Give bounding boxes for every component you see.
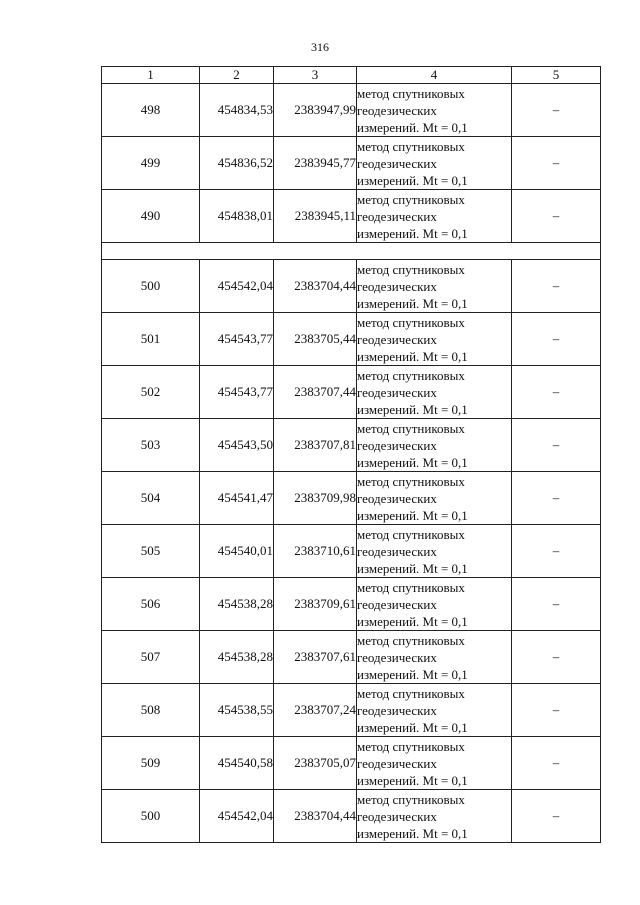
method-line: геодезических <box>357 102 437 118</box>
separator-cell <box>102 243 601 260</box>
method-line: измерений. Mt = 0,1 <box>357 225 468 241</box>
method-line: измерений. Mt = 0,1 <box>357 401 468 417</box>
column-header-5: 5 <box>512 67 601 84</box>
method-line: измерений. Mt = 0,1 <box>357 772 468 788</box>
method-line: геодезических <box>357 596 437 612</box>
y-coordinate-cell: 2383707,81 <box>274 419 357 472</box>
y-coordinate-cell: 2383707,61 <box>274 631 357 684</box>
method-line: метод спутниковых <box>357 738 465 754</box>
x-coordinate-cell: 454538,28 <box>200 578 274 631</box>
method-line: метод спутниковых <box>357 191 465 207</box>
point-number-cell: 507 <box>102 631 200 684</box>
method-line: геодезических <box>357 155 437 171</box>
method-line: измерений. Mt = 0,1 <box>357 119 468 135</box>
table-row <box>102 472 601 525</box>
method-line: геодезических <box>357 649 437 665</box>
error-description-cell: – <box>512 260 601 313</box>
y-coordinate-cell: 2383710,61 <box>274 525 357 578</box>
point-number-cell: 500 <box>102 790 200 843</box>
y-coordinate-cell: 2383709,98 <box>274 472 357 525</box>
method-cell <box>357 366 512 419</box>
error-description-cell: – <box>512 313 601 366</box>
table-row <box>102 137 601 190</box>
table-body <box>102 67 601 843</box>
table-row <box>102 260 601 313</box>
error-description-cell: – <box>512 190 601 243</box>
table-row <box>102 190 601 243</box>
x-coordinate-cell: 454836,52 <box>200 137 274 190</box>
x-coordinate-cell: 454538,55 <box>200 684 274 737</box>
method-line: метод спутниковых <box>357 367 465 383</box>
y-coordinate-cell: 2383945,11 <box>274 190 357 243</box>
y-coordinate-cell: 2383705,07 <box>274 737 357 790</box>
x-coordinate-cell: 454543,50 <box>200 419 274 472</box>
method-line: метод спутниковых <box>357 791 465 807</box>
point-number-cell: 505 <box>102 525 200 578</box>
y-coordinate-cell: 2383707,44 <box>274 366 357 419</box>
method-line: метод спутниковых <box>357 632 465 648</box>
point-number-cell: 498 <box>102 84 200 137</box>
method-cell <box>357 472 512 525</box>
method-line: измерений. Mt = 0,1 <box>357 295 468 311</box>
error-description-cell: – <box>512 84 601 137</box>
method-cell <box>357 737 512 790</box>
table-row <box>102 366 601 419</box>
method-cell <box>357 260 512 313</box>
table-row <box>102 84 601 137</box>
column-header-4: 4 <box>357 67 512 84</box>
method-cell <box>357 525 512 578</box>
x-coordinate-cell: 454543,77 <box>200 366 274 419</box>
method-cell <box>357 84 512 137</box>
error-description-cell: – <box>512 419 601 472</box>
table-row <box>102 684 601 737</box>
point-number-cell: 501 <box>102 313 200 366</box>
group-separator-row <box>102 243 601 260</box>
coordinates-table <box>101 66 601 843</box>
point-number-cell: 500 <box>102 260 200 313</box>
x-coordinate-cell: 454543,77 <box>200 313 274 366</box>
method-cell <box>357 578 512 631</box>
method-line: метод спутниковых <box>357 85 465 101</box>
method-line: измерений. Mt = 0,1 <box>357 172 468 188</box>
method-line: метод спутниковых <box>357 473 465 489</box>
error-description-cell: – <box>512 137 601 190</box>
method-cell <box>357 137 512 190</box>
method-line: геодезических <box>357 208 437 224</box>
column-header-2: 2 <box>200 67 274 84</box>
x-coordinate-cell: 454838,01 <box>200 190 274 243</box>
table-row <box>102 313 601 366</box>
method-line: измерений. Mt = 0,1 <box>357 348 468 364</box>
method-line: геодезических <box>357 755 437 771</box>
point-number-cell: 502 <box>102 366 200 419</box>
error-description-cell: – <box>512 790 601 843</box>
y-coordinate-cell: 2383707,24 <box>274 684 357 737</box>
method-line: геодезических <box>357 808 437 824</box>
point-number-cell: 506 <box>102 578 200 631</box>
error-description-cell: – <box>512 684 601 737</box>
point-number-cell: 509 <box>102 737 200 790</box>
x-coordinate-cell: 454834,53 <box>200 84 274 137</box>
x-coordinate-cell: 454542,04 <box>200 790 274 843</box>
method-cell <box>357 631 512 684</box>
method-cell <box>357 684 512 737</box>
method-line: измерений. Mt = 0,1 <box>357 666 468 682</box>
table-row <box>102 525 601 578</box>
page-number: 316 <box>311 40 329 54</box>
point-number-cell: 504 <box>102 472 200 525</box>
method-line: измерений. Mt = 0,1 <box>357 825 468 841</box>
point-number-cell: 503 <box>102 419 200 472</box>
table-header-row <box>102 67 601 84</box>
table-row <box>102 737 601 790</box>
column-header-1: 1 <box>102 67 200 84</box>
y-coordinate-cell: 2383709,61 <box>274 578 357 631</box>
method-line: измерений. Mt = 0,1 <box>357 613 468 629</box>
table-row <box>102 790 601 843</box>
table-row <box>102 578 601 631</box>
method-line: геодезических <box>357 437 437 453</box>
method-line: метод спутниковых <box>357 526 465 542</box>
y-coordinate-cell: 2383704,44 <box>274 260 357 313</box>
error-description-cell: – <box>512 366 601 419</box>
column-header-3: 3 <box>274 67 357 84</box>
x-coordinate-cell: 454538,28 <box>200 631 274 684</box>
table-row <box>102 419 601 472</box>
error-description-cell: – <box>512 525 601 578</box>
error-description-cell: – <box>512 737 601 790</box>
method-line: геодезических <box>357 543 437 559</box>
table-row <box>102 631 601 684</box>
method-cell <box>357 190 512 243</box>
method-line: метод спутниковых <box>357 420 465 436</box>
method-cell <box>357 419 512 472</box>
method-line: измерений. Mt = 0,1 <box>357 560 468 576</box>
x-coordinate-cell: 454541,47 <box>200 472 274 525</box>
method-line: измерений. Mt = 0,1 <box>357 719 468 735</box>
error-description-cell: – <box>512 578 601 631</box>
method-line: метод спутниковых <box>357 685 465 701</box>
x-coordinate-cell: 454540,01 <box>200 525 274 578</box>
method-line: метод спутниковых <box>357 138 465 154</box>
method-line: геодезических <box>357 702 437 718</box>
method-line: измерений. Mt = 0,1 <box>357 454 468 470</box>
method-cell <box>357 790 512 843</box>
method-line: геодезических <box>357 384 437 400</box>
x-coordinate-cell: 454540,58 <box>200 737 274 790</box>
point-number-cell: 499 <box>102 137 200 190</box>
method-line: геодезических <box>357 278 437 294</box>
x-coordinate-cell: 454542,04 <box>200 260 274 313</box>
y-coordinate-cell: 2383945,77 <box>274 137 357 190</box>
y-coordinate-cell: 2383704,44 <box>274 790 357 843</box>
method-line: геодезических <box>357 331 437 347</box>
error-description-cell: – <box>512 472 601 525</box>
method-line: метод спутниковых <box>357 261 465 277</box>
y-coordinate-cell: 2383705,44 <box>274 313 357 366</box>
point-number-cell: 508 <box>102 684 200 737</box>
method-line: геодезических <box>357 490 437 506</box>
y-coordinate-cell: 2383947,99 <box>274 84 357 137</box>
point-number-cell: 490 <box>102 190 200 243</box>
method-line: измерений. Mt = 0,1 <box>357 507 468 523</box>
error-description-cell: – <box>512 631 601 684</box>
method-line: метод спутниковых <box>357 314 465 330</box>
method-line: метод спутниковых <box>357 579 465 595</box>
method-cell <box>357 313 512 366</box>
